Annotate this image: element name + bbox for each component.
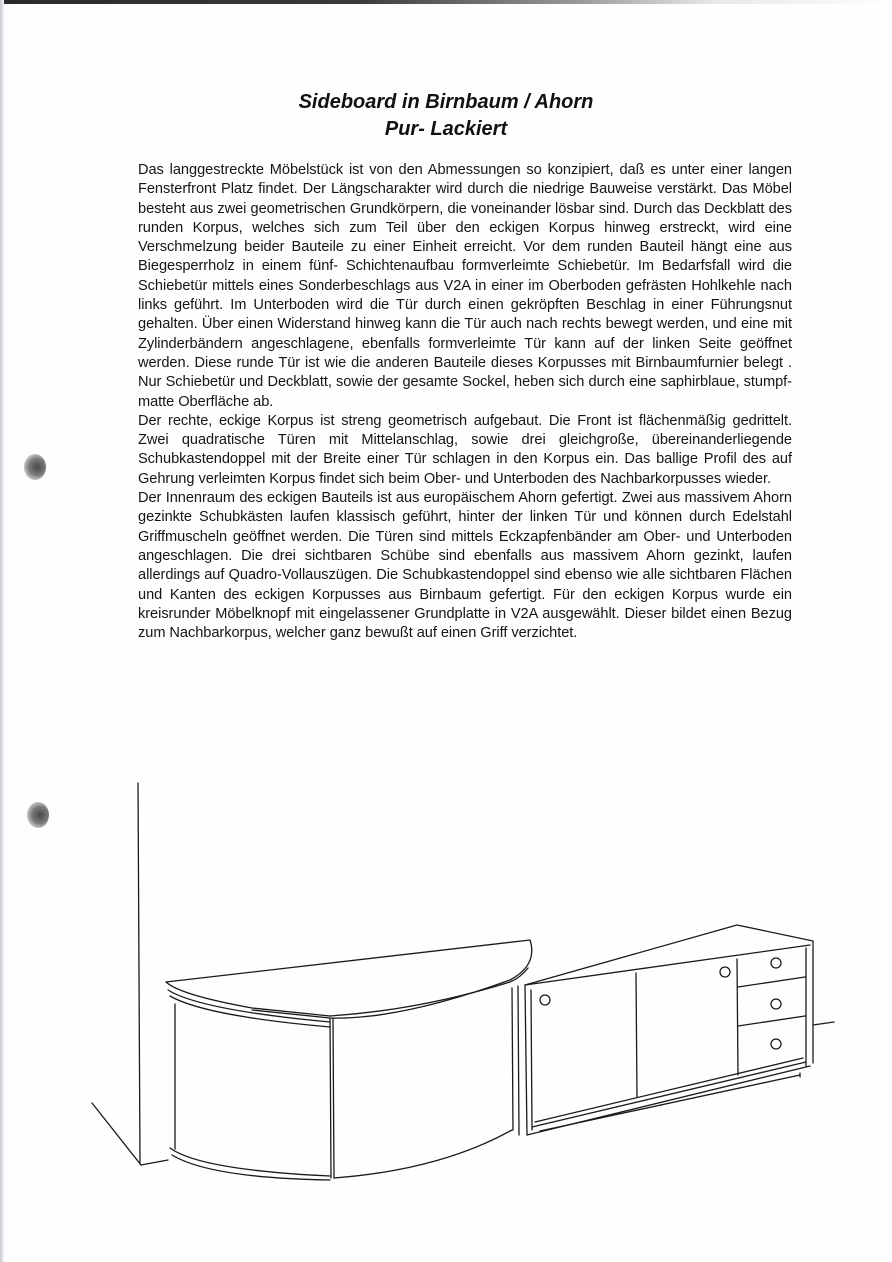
round-corpus-base [170,1148,330,1180]
knob-icon [771,958,781,968]
punch-hole-top [24,454,46,480]
knob-icon [540,995,550,1005]
scan-left-edge [0,0,4,1262]
knob-icon [720,967,730,977]
scan-top-edge [0,0,892,4]
square-corpus [525,925,813,1135]
paragraph-3: Der Innenraum des eckigen Bauteils ist aus europäischem Ahorn gefertigt. Zwei aus massivem Ahorn gezinkte Schubkästen laufen klassisch geführt, hinter der linken Tür und können durch Edelstahl Griffmuscheln geöffnet werden. Die Türen sind mittels Eckzapfenbänder am Ober- und Unterboden angeschlagen. Die drei sichtbaren Schübe sind ebenfalls aus massivem Ahorn gezinkt, laufen allerdings auf Quadro-Vollauszügen. Die Schubkastendoppel sind ebenso wie alle sichtbaren Flächen und Kanten des eckigen Korpusses aus Birnbaum gefertigt. Für den eckigen Korpus wurde ein kreisrunder Möbelknopf mit eingelassener Grundplatte in V2A ausgewählt. Dieser bildet einen Bezug zum Nachbarkorpus, welcher ganz bewußt auf einen Griff verzichtet. [138,490,792,642]
title-line-2: Pur- Lackiert [384,118,508,140]
paragraph-1: Das langgestreckte Möbelstück ist von den Abmessungen so konzipiert, daß es unter einer langen Fensterfront Platz findet. Der Längscharakter wird durch die niedrige Bauweise verstärkt. Das Möbel besteht aus zwei geometrischen Grundkörpern, die voneinander lösbar sind. Durch das Deckblatt des runden Korpus, welches sich zum Teil über den eckigen Korpus hinweg erstreckt, wird eine Verschmelzung beider Bauteile zu einer Einheit erreicht. Vor dem runden Bauteil hängt eine aus Biegesperrholz in einem fünf- Schichtenaufbau formverleimte Schiebetür. Im Bedarfsfall wird die Schiebetür mittels eines Sonderbeschlags aus V2A in einer im Oberboden gefrästen Hohlkehle nach links geführt. Im Unterboden wird die Tür durch einen gekröpften Beschlag in einer Führungsnut gehalten. Über einen Widerstand hinweg kann die Tür auch nach rechts bewegt werden, und eine mit Zylinderbändern angeschlagene, ebenfalls formverleimte Tür kann auf der linken Seite geöffnet werden. Diese runde Tür ist wie die anderen Bauteile dieses Korpusses mit Birnbaumfurnier belegt . Nur Schiebetür und Deckblatt, sowie der gesamte Sockel, heben sich durch eine saphirblaue, stumpf- matte Oberfläche ab. [138,162,792,410]
title-line-1: Sideboard in Birnbaum / Ahorn [298,91,594,113]
sliding-door [334,986,519,1178]
paragraph-2: Der rechte, eckige Korpus ist streng geometrisch aufgebaut. Die Front ist flächenmäßig gedrittelt. Zwei quadratische Türen mit Mittelanschlag, sowie drei gleichgroße, übereinanderliegende Schubkastendoppel mit der Breite einer Tür schlagen in den Korpus ein. Das ballige Profil des auf Gehrung verleimten Korpus findet sich beim Ober- und Unterboden des Nachbarkorpusses wieder. [138,412,792,487]
round-corpus-top [166,940,532,1027]
floor-line [813,1022,834,1025]
wall-outline [92,783,168,1165]
hinged-round-door [175,1004,334,1178]
knob-icon [771,999,781,1009]
square-doors [636,959,738,1097]
knob-icon [771,1039,781,1049]
document-title [0,89,892,143]
body-text [138,161,792,643]
knobs [540,958,781,1049]
punch-hole-bottom [27,802,49,828]
